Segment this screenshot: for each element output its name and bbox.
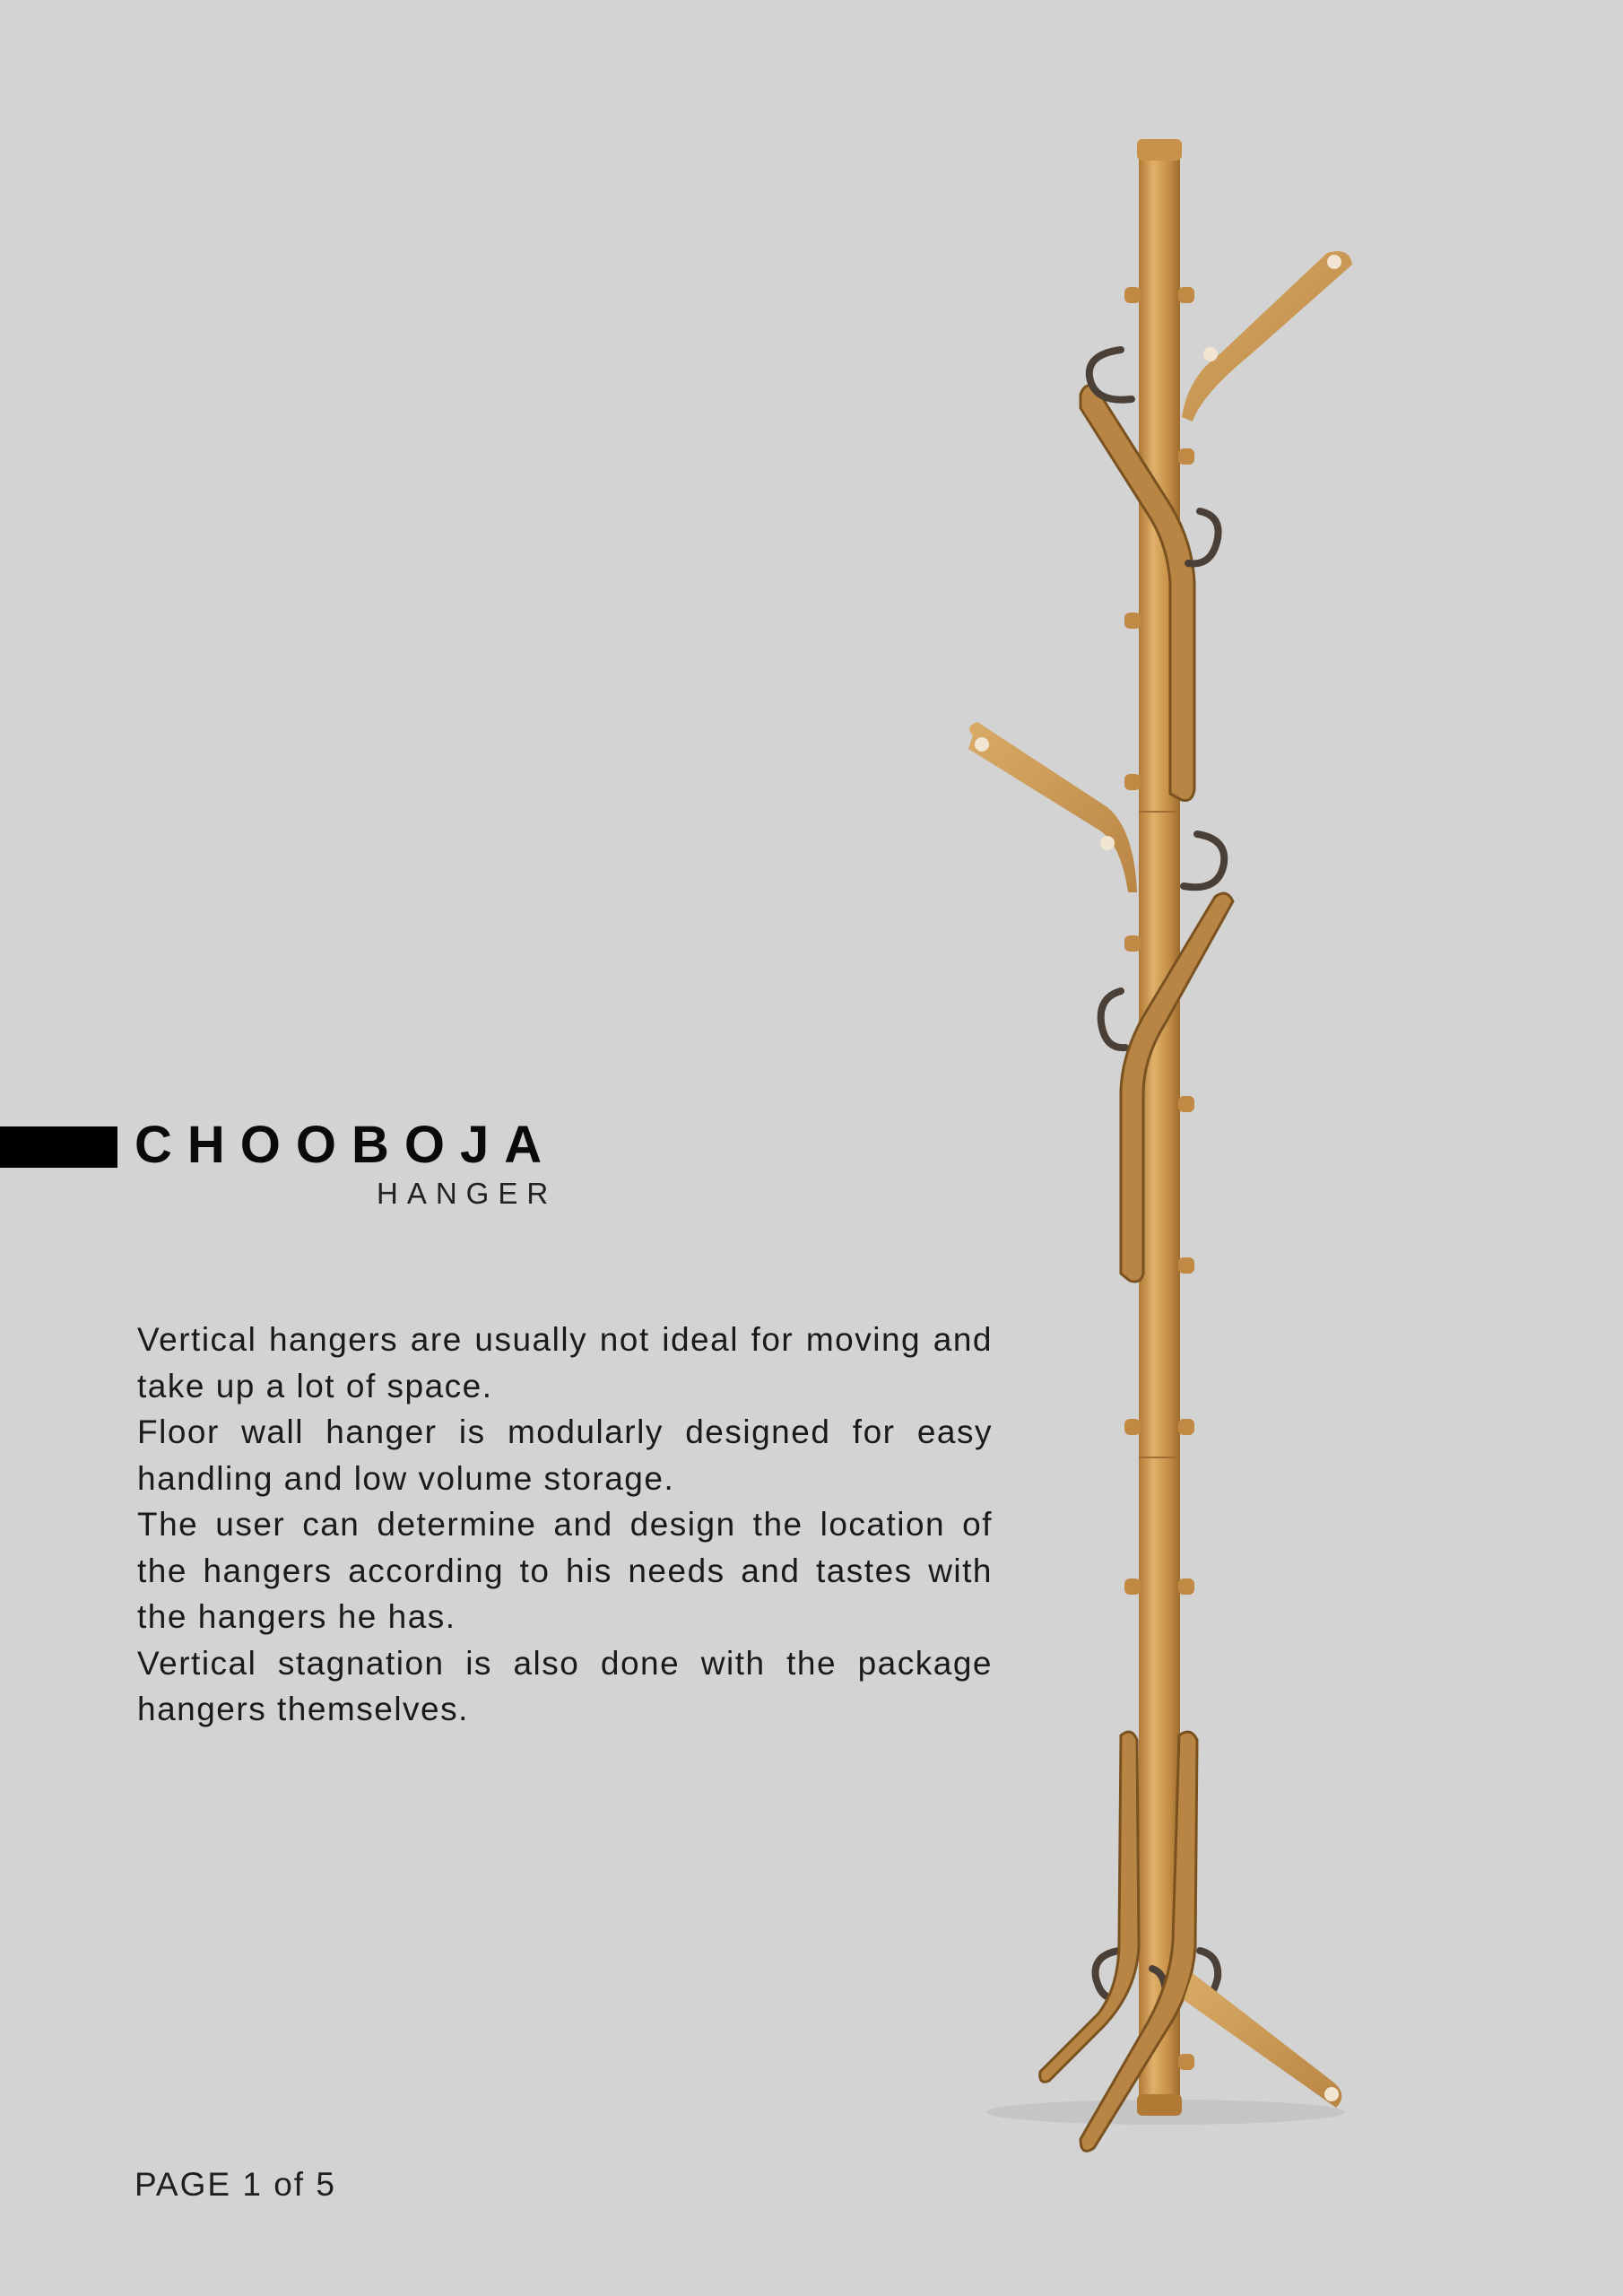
title-accent-bar [0, 1126, 117, 1168]
description-paragraph: The user can determine and design the location of the hangers according to his needs and tastes with the hangers he has. [137, 1506, 993, 1635]
upper-right-arm [1182, 251, 1352, 422]
description [137, 1317, 993, 1733]
page-number: PAGE 1 of 5 [135, 2166, 336, 2203]
description-paragraph: Vertical hangers are usually not ideal for moving and take up a lot of space. [137, 1321, 993, 1405]
description-paragraph: Vertical stagnation is also done with the package hangers themselves. [137, 1644, 993, 1727]
product-subtitle: HANGER [377, 1177, 558, 1210]
description-paragraph: Floor wall hanger is modularly designed for easy handling and low volume storage. [137, 1413, 993, 1497]
central-pole [1139, 142, 1180, 2115]
product-title: CHOOBOJA [135, 1116, 558, 1174]
middle-left-arm [968, 722, 1137, 892]
lower-right-foot [1184, 1973, 1341, 2108]
coat-stand-image [950, 126, 1363, 2170]
